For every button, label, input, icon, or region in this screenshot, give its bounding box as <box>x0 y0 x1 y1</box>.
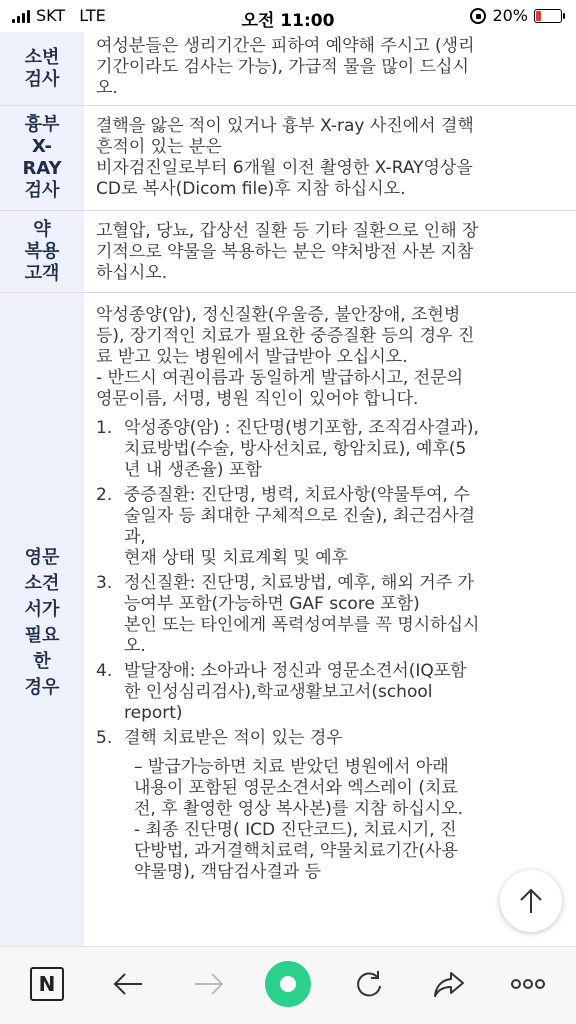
refresh-icon <box>354 969 384 999</box>
text-line: 술일자 등 최대한 구체적으로 진술), 최근검사결 <box>124 506 476 526</box>
tb-notes <box>96 757 562 883</box>
list-item <box>96 573 562 657</box>
rotation-lock-icon <box>470 8 486 24</box>
text-line: 치료방법(수술, 방사선치료, 항암치료), 예후(5 <box>124 439 467 459</box>
arrow-left-icon <box>112 972 144 996</box>
browser-toolbar <box>0 946 576 1024</box>
text-line: 전, 후 촬영한 영상 복사본)를 지참 하십시오. <box>134 799 464 819</box>
item-number: 1. <box>96 418 113 438</box>
arrow-up-icon <box>518 887 544 915</box>
text-line: 본인 또는 타인에게 폭력성여부를 꼭 명시하십시 <box>124 615 480 635</box>
row-content <box>84 293 576 946</box>
list-item <box>96 418 562 481</box>
row-header <box>0 32 84 105</box>
list-item <box>96 661 562 724</box>
row-header <box>0 106 84 210</box>
header-line: 흉부 <box>24 114 60 135</box>
text-line: 기적으로 약물을 복용하는 분은 약처방전 사본 지참 <box>96 242 474 262</box>
header-line: 검사 <box>24 180 60 201</box>
scroll-to-top-button[interactable] <box>500 870 562 932</box>
text-line: - 반드시 여권이름과 동일하게 발급하시고, 전문의 <box>96 368 463 388</box>
header-line: X- <box>32 136 52 157</box>
header-text <box>25 47 60 91</box>
text-line: 한 인성심리검사),학교생활보고서(school <box>124 682 433 702</box>
text-line: 악성종양(암), 정신질환(우울증, 불안장애, 조현병 <box>96 305 461 325</box>
text-line: 현재 상태 및 치료계획 및 예후 <box>124 548 349 568</box>
text-line: 년 내 생존율) 포함 <box>124 460 262 480</box>
header-text <box>22 114 61 202</box>
text-line: 고혈압, 당뇨, 갑상선 질환 등 기타 질환으로 인해 장 <box>96 221 479 241</box>
text-line: 단방법, 과거결핵치료력, 약물치료기간(사용 <box>134 841 458 861</box>
table-row-urine <box>0 32 576 106</box>
green-dot-button[interactable] <box>265 961 311 1007</box>
text-line: 영문이름, 서명, 병원 직인이 있어야 합니다. <box>96 389 419 409</box>
header-line: 필요 <box>24 625 60 646</box>
more-dots-icon <box>510 979 546 989</box>
battery-percent: 20% <box>492 6 528 25</box>
share-icon <box>433 970 465 998</box>
carrier-label: SKT <box>36 6 66 25</box>
row-content <box>84 106 576 210</box>
header-line: 소견 <box>24 573 60 594</box>
text-line: - 최종 진단명( ICD 진단코드), 치료시기, 진 <box>134 820 457 840</box>
back-button[interactable] <box>105 961 151 1007</box>
header-line: 고객 <box>24 262 60 284</box>
header-text <box>25 545 60 701</box>
header-line: 서가 <box>24 599 60 620</box>
text-line: 오. <box>96 78 118 98</box>
text-line: 등), 장기적인 치료가 필요한 중증질환 등의 경우 진 <box>96 326 475 346</box>
status-right <box>470 6 562 25</box>
row-content <box>84 32 576 105</box>
naver-home-button[interactable] <box>24 961 70 1007</box>
item-number: 3. <box>96 573 113 593</box>
text-line: 하십시오. <box>96 263 168 283</box>
text-line: 기간이라도 검사는 가능), 가급적 물을 많이 드십시 <box>96 57 469 77</box>
header-text <box>25 219 60 285</box>
text-line: 결핵 치료받은 적이 있는 경우 <box>124 728 343 748</box>
content-table[interactable] <box>0 32 576 946</box>
item-number: 4. <box>96 661 113 681</box>
text-line: 악성종양(암) : 진단명(병기포함, 조직검사결과), <box>124 418 479 438</box>
header-line: 복용 <box>24 240 60 262</box>
list-item <box>96 485 562 569</box>
text-line: 내용이 포함된 영문소견서와 엑스레이 (치료 <box>134 778 458 798</box>
battery-fill <box>536 11 541 21</box>
certificate-requirements-list <box>96 418 562 749</box>
header-line: 검사 <box>24 68 60 90</box>
text-line: 중증질환: 진단명, 병력, 치료사항(약물투여, 수 <box>124 485 470 505</box>
text-line: 과, <box>124 527 146 547</box>
more-button[interactable] <box>505 961 551 1007</box>
header-line: 소변 <box>24 46 60 68</box>
text-line: report) <box>124 703 183 723</box>
text-line: 오. <box>124 636 146 656</box>
table-row-english-certificate <box>0 293 576 946</box>
header-line: 경우 <box>24 677 60 698</box>
table-row-xray <box>0 106 576 211</box>
naver-n-icon: N <box>30 967 64 1001</box>
header-line: 한 <box>33 651 51 672</box>
share-button[interactable] <box>426 961 472 1007</box>
row-content <box>84 211 576 292</box>
text-line: 비자검진일로부터 6개월 이전 촬영한 X-RAY영상을 <box>96 158 473 178</box>
item-number: 2. <box>96 485 113 505</box>
header-line: RAY <box>22 158 62 179</box>
header-line: 영문 <box>24 547 60 568</box>
network-label: LTE <box>79 6 106 25</box>
row-header <box>0 211 84 292</box>
text-line: CD로 복사(Dicom file)후 지참 하십시오. <box>96 179 406 199</box>
header-line: 약 <box>33 218 51 240</box>
text-line: 발달장애: 소아과나 정신과 영문소견서(IQ포함 <box>124 661 467 681</box>
text-line: 약물명), 객담검사결과 등 <box>134 862 322 882</box>
status-bar <box>0 0 576 32</box>
text-line: – 발급가능하면 치료 받았던 병원에서 아래 <box>134 757 449 777</box>
text-line: 능여부 포함(가능하면 GAF score 포함) <box>124 594 420 614</box>
clock: 오전 11:00 <box>241 11 335 31</box>
row-header <box>0 293 84 946</box>
table-row-medication <box>0 211 576 293</box>
list-item <box>96 728 562 749</box>
arrow-right-icon <box>193 972 225 996</box>
text-line: 여성분들은 생리기간은 피하여 예약해 주시고 (생리 <box>96 36 475 56</box>
forward-button[interactable] <box>186 961 232 1007</box>
green-dot-icon <box>265 961 311 1007</box>
refresh-button[interactable] <box>346 961 392 1007</box>
text-line: 료 받고 있는 병원에서 발급받아 오십시오. <box>96 347 408 367</box>
text-line: 정신질환: 진단명, 치료방법, 예후, 해외 거주 가 <box>124 573 474 593</box>
battery-icon <box>534 9 562 23</box>
text-line: 흔적이 있는 분은 <box>96 137 222 157</box>
item-number: 5. <box>96 728 113 748</box>
text-line: 결핵을 앓은 적이 있거나 흉부 X-ray 사진에서 결핵 <box>96 116 474 136</box>
